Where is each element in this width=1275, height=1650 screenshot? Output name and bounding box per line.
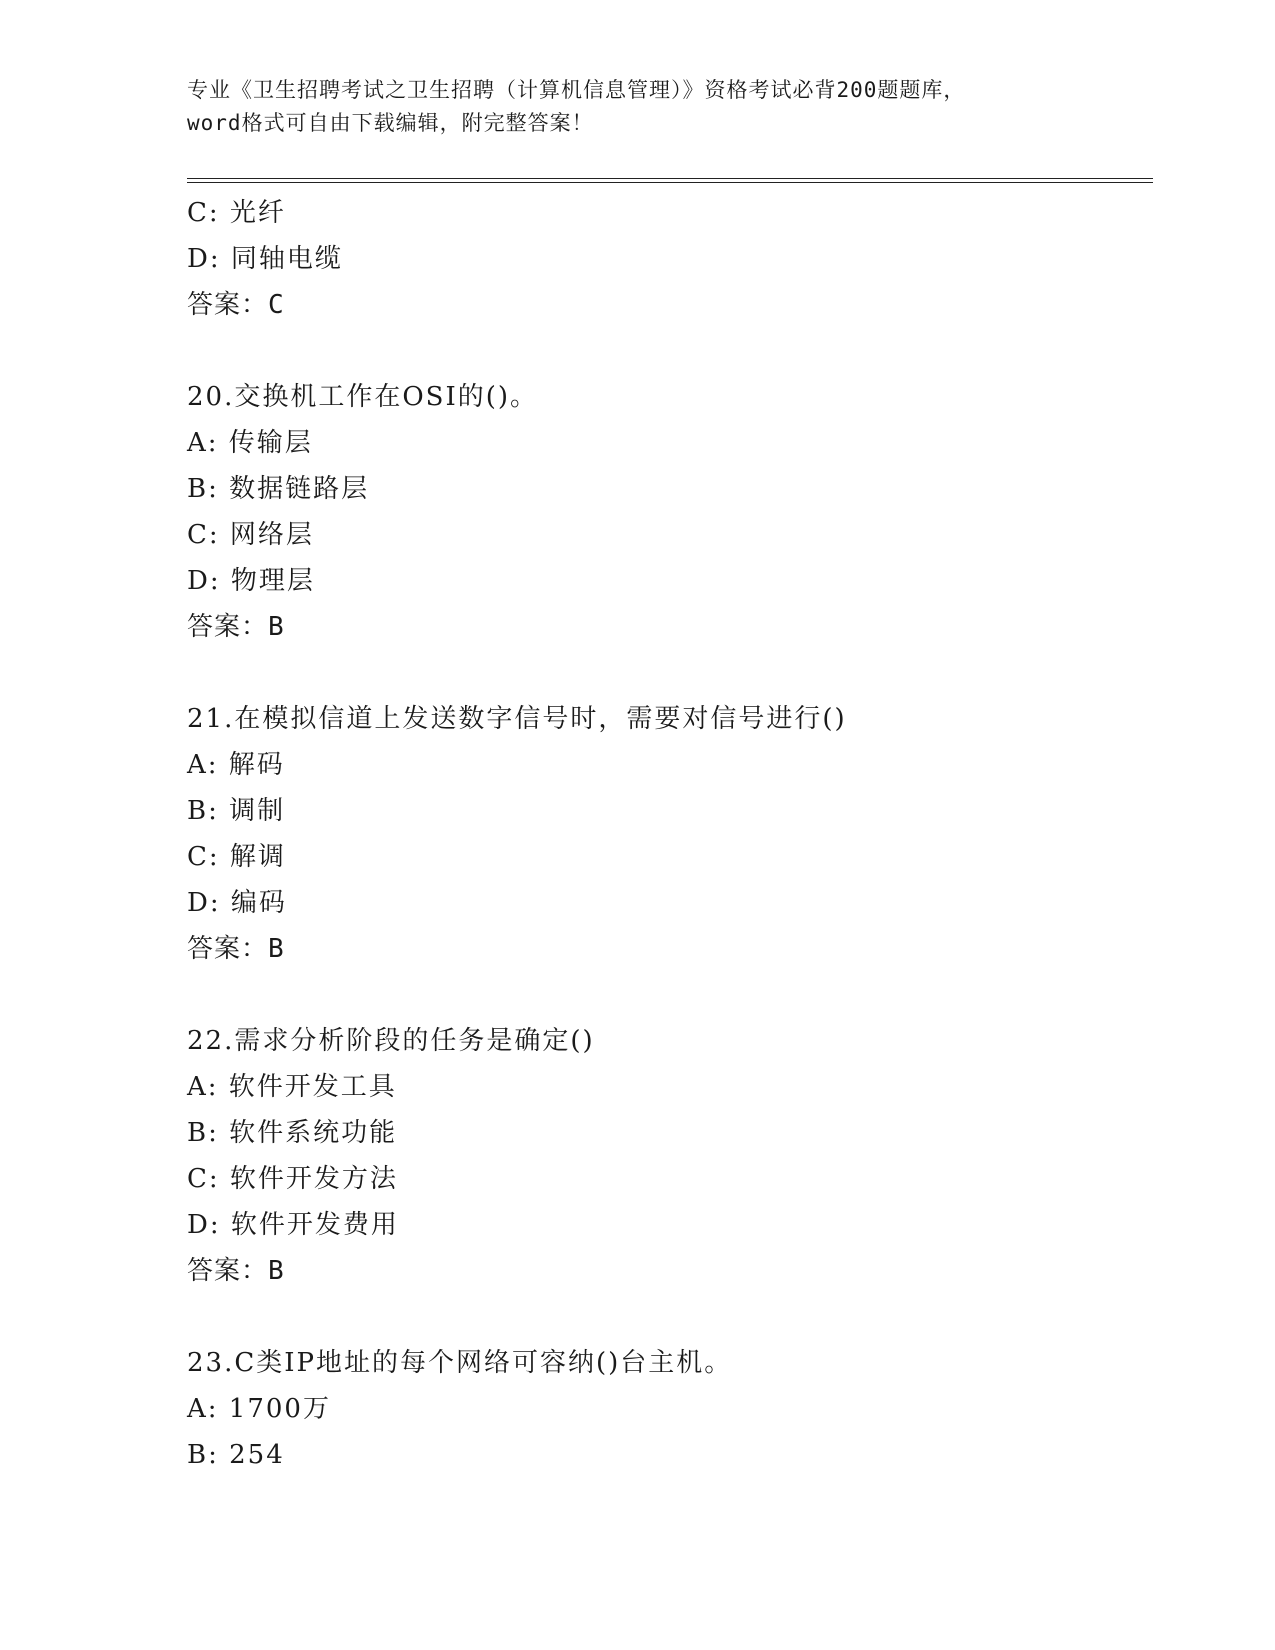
option-a: A: 1700万 [187, 1394, 331, 1424]
spacer [187, 1294, 1147, 1340]
answer: 答案：C [187, 290, 285, 320]
option-d: D: 同轴电缆 [187, 244, 343, 274]
option-a: A: 软件开发工具 [187, 1072, 397, 1102]
option-b: B: 254 [187, 1440, 285, 1470]
answer: 答案：B [187, 612, 285, 642]
option-b: B: 软件系统功能 [187, 1118, 398, 1148]
option-d: D: 软件开发费用 [187, 1210, 399, 1240]
question-stem: 20.交换机工作在OSI的()。 [187, 382, 539, 412]
option-a: A: 传输层 [187, 428, 313, 458]
header-line-1: 专业《卫生招聘考试之卫生招聘（计算机信息管理）》资格考试必背200题题库， [187, 78, 966, 102]
option-c: C: 光纤 [187, 198, 286, 228]
option-b: B: 数据链路层 [187, 474, 370, 504]
answer: 答案：B [187, 1256, 285, 1286]
option-d: D: 编码 [187, 888, 287, 918]
answer: 答案：B [187, 934, 285, 964]
option-c: C: 网络层 [187, 520, 314, 550]
spacer [187, 328, 1147, 374]
spacer [187, 650, 1147, 696]
option-d: D: 物理层 [187, 566, 315, 596]
question-stem: 23.C类IP地址的每个网络可容纳()台主机。 [187, 1348, 733, 1378]
option-c: C: 软件开发方法 [187, 1164, 398, 1194]
header-rule-top [187, 178, 1153, 179]
document-header [187, 74, 1087, 140]
option-b: B: 调制 [187, 796, 286, 826]
question-stem: 21.在模拟信道上发送数字信号时，需要对信号进行() [187, 704, 847, 734]
question-stem: 22.需求分析阶段的任务是确定() [187, 1026, 595, 1056]
header-line-2: word格式可自由下载编辑，附完整答案！ [187, 111, 594, 135]
option-c: C: 解调 [187, 842, 286, 872]
header-rule-bottom [187, 182, 1153, 183]
spacer [187, 972, 1147, 1018]
option-a: A: 解码 [187, 750, 285, 780]
question-list [187, 190, 1147, 1478]
